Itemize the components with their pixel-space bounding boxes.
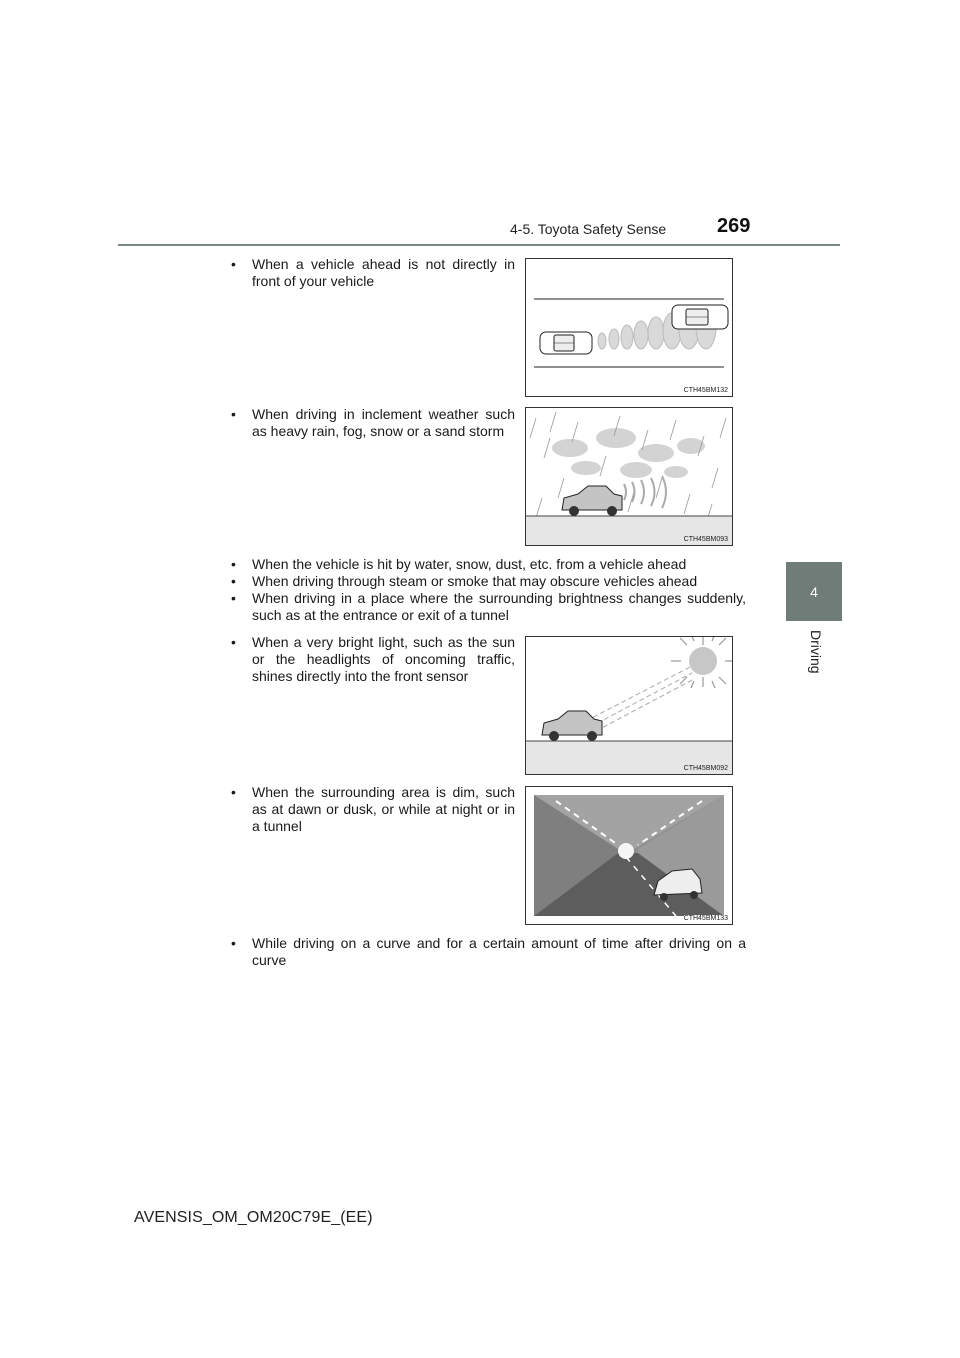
- bullet-marker: •: [231, 573, 236, 589]
- bullet-text: When driving in a place where the surrounding brightness changes suddenly, such as at the entrance or exit of a tunnel: [252, 590, 746, 623]
- bullet-item: [231, 590, 746, 624]
- offset-vehicle-illustration: [526, 259, 732, 396]
- bullet-text: When driving through steam or smoke that may obscure vehicles ahead: [252, 573, 698, 589]
- bullet-item: [231, 573, 746, 590]
- bullet-text: When a very bright light, such as the sun or the headlights of oncoming traffic, shines directly into the front sensor: [252, 634, 515, 684]
- bullet-marker: •: [231, 556, 236, 572]
- bullet-item: [231, 256, 515, 290]
- bullet-item: [231, 556, 746, 573]
- sun-glare-illustration: [526, 637, 732, 774]
- figure-code: CTH45BM132: [683, 387, 728, 394]
- car-icon: [562, 486, 622, 516]
- figure-inclement-weather: [525, 407, 733, 546]
- figure-bright-light: [525, 636, 733, 775]
- tunnel-illustration: [526, 787, 732, 924]
- vehicle-ahead-icon: [672, 305, 728, 329]
- figure-tunnel: [525, 786, 733, 925]
- car-icon: [542, 711, 602, 741]
- bullet-marker: •: [231, 935, 236, 951]
- bullet-marker: •: [231, 784, 236, 800]
- bullet-marker: •: [231, 406, 236, 422]
- chapter-tab-title: [786, 630, 842, 674]
- rain-illustration: [526, 408, 732, 545]
- section-title: 4-5. Toyota Safety Sense: [510, 221, 667, 237]
- figure-offset-vehicle: [525, 258, 733, 397]
- figure-code: CTH45BM092: [683, 765, 728, 772]
- bullet-item: [231, 784, 515, 835]
- bullet-text: When driving in inclement weather such as heavy rain, fog, snow or a sand storm: [252, 406, 515, 439]
- bullet-item: [231, 935, 746, 969]
- chapter-tab-title-text: Driving: [808, 630, 824, 674]
- bullet-text: When the vehicle is hit by water, snow, dust, etc. from a vehicle ahead: [252, 556, 687, 572]
- own-car-icon: [540, 332, 592, 354]
- document-code: AVENSIS_OM_OM20C79E_(EE): [134, 1209, 373, 1226]
- header-rule: [118, 244, 840, 246]
- bullet-item: [231, 634, 515, 685]
- bullet-marker: •: [231, 634, 236, 650]
- figure-code: CTH45BM093: [683, 536, 728, 543]
- bullet-text: While driving on a curve and for a certain amount of time after driving on a curve: [252, 935, 746, 968]
- bullet-marker: •: [231, 256, 236, 272]
- bullet-text: When the surrounding area is dim, such as at dawn or dusk, or while at night or in a tunnel: [252, 784, 515, 834]
- bullet-text: When a vehicle ahead is not directly in front of your vehicle: [252, 256, 515, 289]
- chapter-tab-number[interactable]: 4: [786, 562, 842, 621]
- bullet-item: [231, 406, 515, 440]
- page-number: 269: [717, 215, 751, 237]
- bullet-marker: •: [231, 590, 236, 606]
- figure-code: CTH45BM133: [683, 915, 728, 922]
